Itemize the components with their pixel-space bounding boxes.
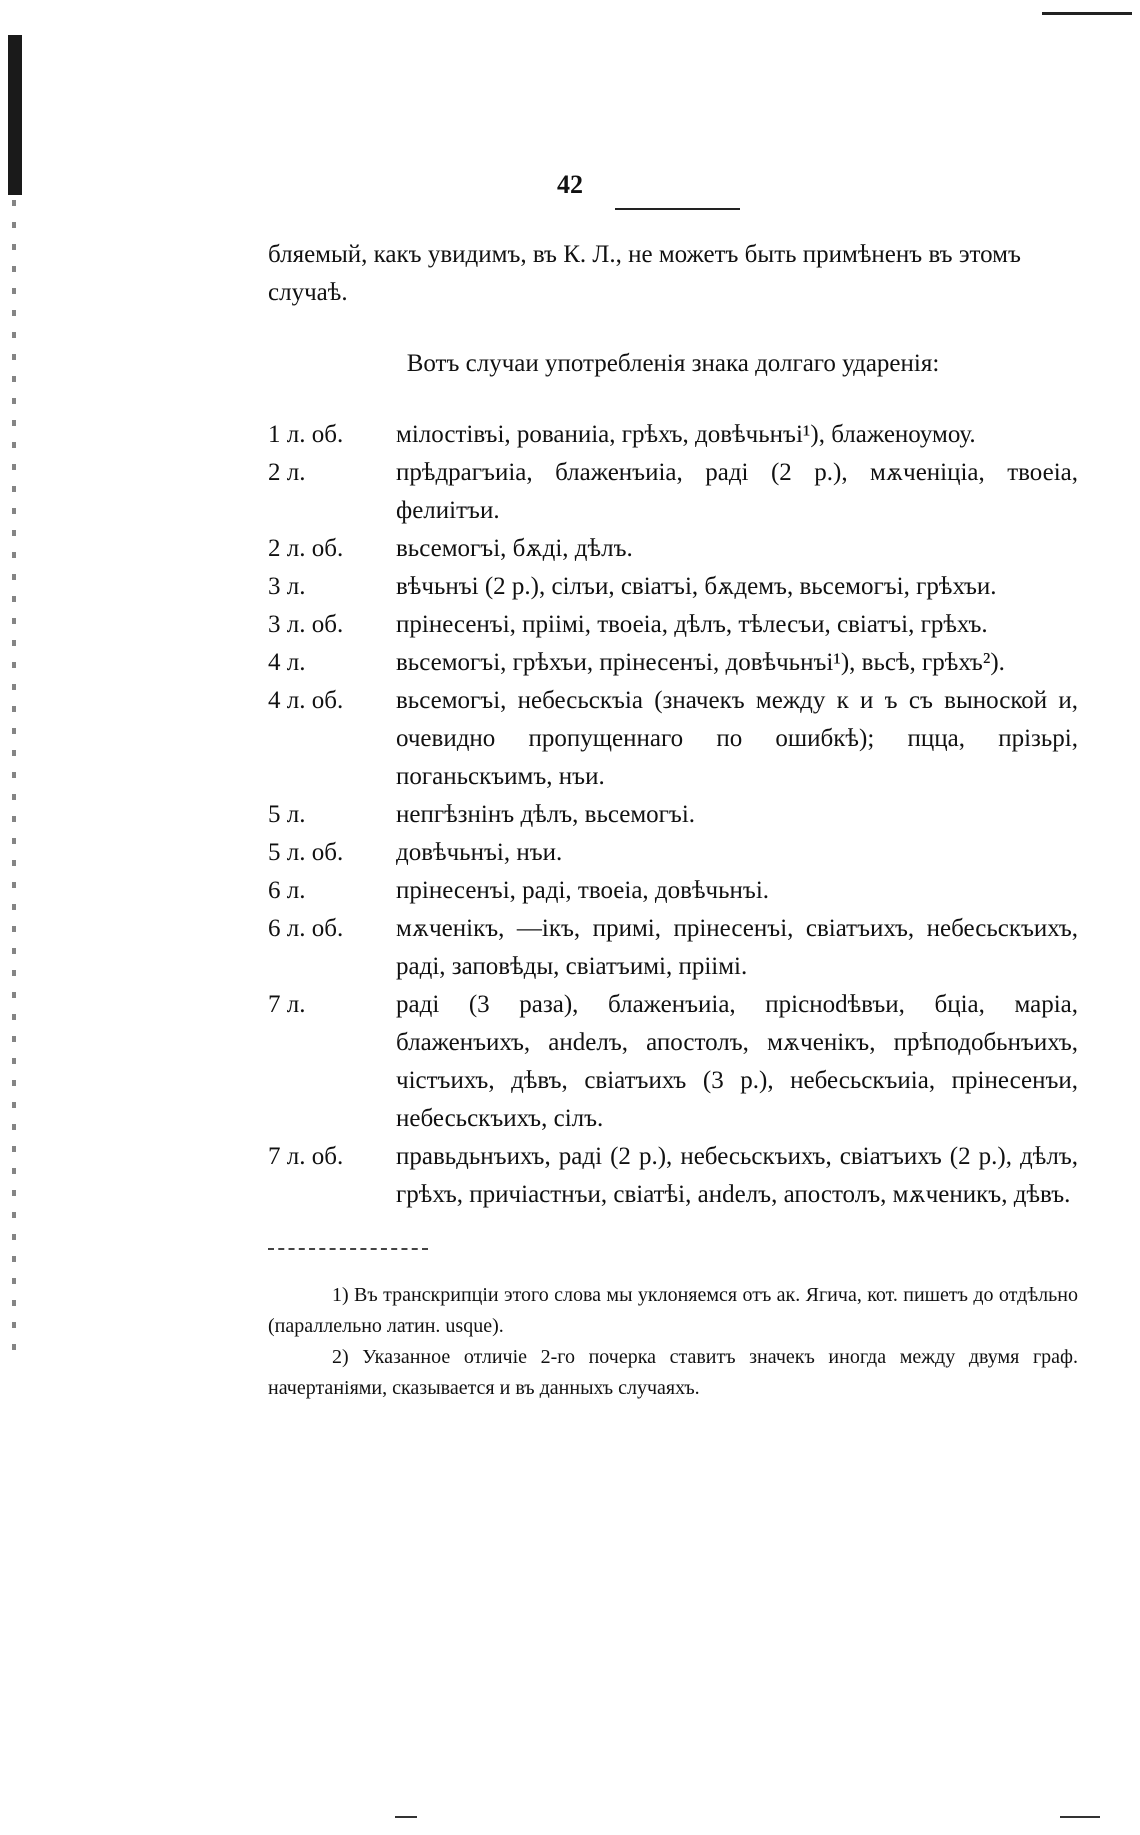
entry-label: 3 л. [268,573,306,600]
list-item [268,796,1078,834]
entry-label: 4 л. об. [268,687,344,714]
list-item [268,568,1078,606]
entry-text: мѫченікъ, —ікъ, примі, прінесенъі, свіатъихъ, небесьскъихъ, раді, заповѣды, свіатъимі, пріімі. [396,915,1078,980]
page-content [268,236,1078,1404]
list-item [268,986,1078,1138]
list-item [268,910,1078,986]
page-number: 42 [557,170,583,199]
intro-paragraph: бляемый, какъ увидимъ, въ К. Л., не можетъ быть примѣненъ въ этомъ случаѣ. [268,241,1021,306]
list-item [268,530,1078,568]
entry-text: прѣдрагъиіа, блаженъиіа, раді (2 р.), мѫченіціа, твоеіа, фелиітъи. [396,459,1078,524]
entry-text: вѣчьнъі (2 р.), сілъи, свіатъі, бѫдемъ, вьсемогъі, грѣхъи. [396,573,997,600]
entry-label: 6 л. об. [268,915,344,942]
entry-label: 7 л. об. [268,1143,344,1170]
entry-text: раді (3 раза), блаженъиіа, прісноdѣвъи, бціа, маріа, блаженъихъ, анdелъ, апостолъ, мѫченікъ, прѣподобьнъихъ, чістъихъ, дѣвъ, свіатъихъ (3 р.), небесьскъиіа, прінесенъи, небесьскъихъ, сілъ. [396,991,1078,1132]
entry-list [268,416,1078,1214]
list-item [268,644,1078,682]
entry-label: 3 л. об. [268,611,344,638]
list-item [268,872,1078,910]
footnote-1: 1) Въ транскрипціи этого слова мы уклоняемся отъ ак. Ягича, кот. пишетъ до отдѣльно (параллельно латин. usque). [268,1284,1078,1337]
list-item [268,454,1078,530]
scan-page-edge-marks [12,200,16,1350]
entry-text: прінесенъі, пріімі, твоеіа, дѣлъ, тѣлесъи, свіатъі, грѣхъ. [396,611,988,638]
entry-text: вьсемогъі, грѣхъи, прінесенъі, довѣчьнъі¹), вьсѣ, грѣхъ²). [396,649,1005,676]
entry-text: мілостівъі, рованиіа, грѣхъ, довѣчьнъі¹), блаженоумоу. [396,421,976,448]
section-heading: Вотъ случаи употребленія знака долгаго ударенія: [406,350,940,377]
scan-corner-mark [1042,12,1132,23]
entry-text: вьсемогъі, небесьскъіа (значекъ между к и ъ съ выноской и, очевидно пропущеннаго по ошибкѣ); пцца, прізьрі, поганьскъимъ, нъи. [396,687,1078,790]
entry-text: правьдьнъихъ, раді (2 р.), небесьскъихъ, свіатъихъ (2 р.), дѣлъ, грѣхъ, причіастнъи, свіатѣі, анdелъ, апостолъ, мѫченикъ, дѣвъ. [396,1143,1078,1208]
page-number-rule [615,208,740,210]
entry-label: 5 л. об. [268,839,344,866]
list-item [268,416,1078,454]
entry-label: 2 л. [268,459,306,486]
list-item [268,682,1078,796]
list-item [268,834,1078,872]
footnote-2: 2) Указанное отличіе 2-го почерка ставитъ значекъ иногда между двумя граф. начертаніями, сказывается и въ данныхъ случаяхъ. [268,1346,1078,1399]
list-item [268,1138,1078,1214]
scan-bottom-mark [395,1816,417,1818]
entry-label: 2 л. об. [268,535,344,562]
entry-label: 5 л. [268,801,306,828]
list-item [268,606,1078,644]
footnote-divider [268,1248,428,1250]
footnotes [268,1280,1078,1404]
entry-label: 4 л. [268,649,306,676]
entry-text: довѣчьнъі, нъи. [396,839,563,866]
entry-label: 6 л. [268,877,306,904]
entry-label: 7 л. [268,991,306,1018]
entry-text: вьсемогъі, бѫді, дѣлъ. [396,535,633,562]
scan-bottom-mark [1060,1816,1100,1818]
entry-label: 1 л. об. [268,421,344,448]
entry-text: прінесенъі, раді, твоеіа, довѣчьнъі. [396,877,770,904]
entry-text: непгѣзнінъ дѣлъ, вьсемогъі. [396,801,696,828]
